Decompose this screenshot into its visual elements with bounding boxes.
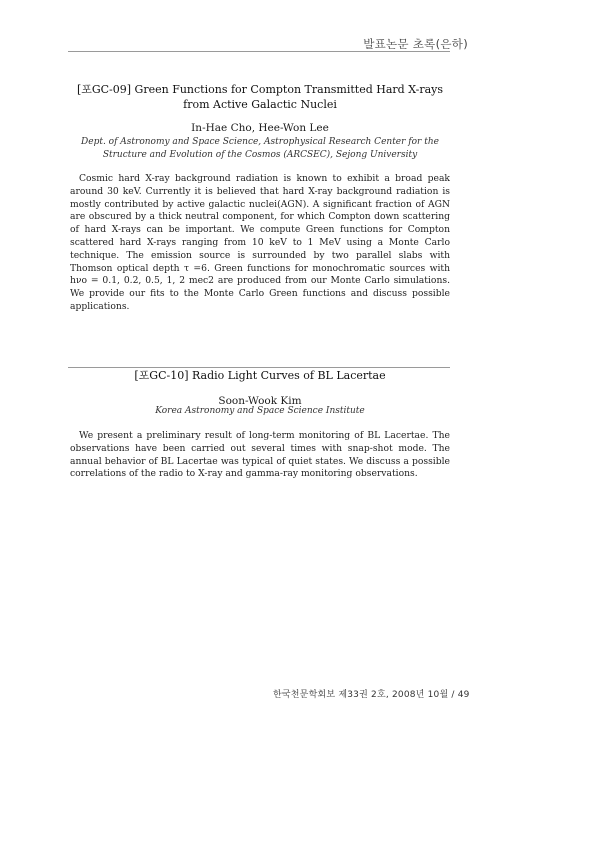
paper-abstract-gc09: Cosmic hard X-ray background radiation is known to exhibit a broad peak around 30 keV. Currently it is believed that hard X-ray background radiation is mostly contributed by active galactic nuclei(AGN). A significant fraction of AGN are obscured by a thick neutral component, for which Compton down scattering of hard X-rays can be important. We compute Green functions for Compton scattered hard X-rays ranging from 10 keV to 1 MeV using a Monte Carlo technique. The emission source is surrounded by two parallel slabs with Thomson optical depth τ =6. Green functions for monochromatic sources with hνo = 0.1, 0.2, 0.5, 1, 2 mec2 are produced from our Monte Carlo simulations. We provide our fits to the Monte Carlo Green functions and discuss possible applications.	[70, 173, 450, 312]
affiliation-line: Dept. of Astronomy and Space Science, Astrophysical Research Center for the	[81, 137, 439, 147]
affiliation-line: Structure and Evolution of the Cosmos (ARCSEC), Sejong University	[102, 150, 418, 160]
paper-affiliation-gc09	[70, 136, 450, 162]
paper-authors-gc10: Soon-Wook Kim	[218, 395, 302, 407]
paper-title-gc09	[70, 82, 450, 112]
paper-title-line: [포GC-10] Radio Light Curves of BL Lacertae	[134, 369, 386, 382]
paper-title-gc10	[70, 368, 450, 383]
affiliation-line: Korea Astronomy and Space Science Institute	[155, 406, 365, 416]
paper-title-line: from Active Galactic Nuclei	[183, 98, 337, 111]
header-rule	[68, 51, 450, 52]
paper-authors-gc09: In-Hae Cho, Hee-Won Lee	[191, 122, 329, 134]
paper-title-line: [포GC-09] Green Functions for Compton Transmitted Hard X-rays	[76, 83, 444, 96]
paper-abstract-gc10: We present a preliminary result of long-term monitoring of BL Lacertae. The observations have been carried out several times with snap-shot mode. The annual behavior of BL Lacertae was typical of quiet states. We discuss a possible correlations of the radio to X-ray and gamma-ray monitoring observations.	[70, 430, 450, 480]
journal-citation: 한국천문학회보 제33권 2호, 2008년 10월 / 49	[273, 690, 470, 700]
paper-affiliation-gc10	[70, 405, 450, 418]
running-header: 발표논문 초록(은하)	[363, 37, 468, 51]
